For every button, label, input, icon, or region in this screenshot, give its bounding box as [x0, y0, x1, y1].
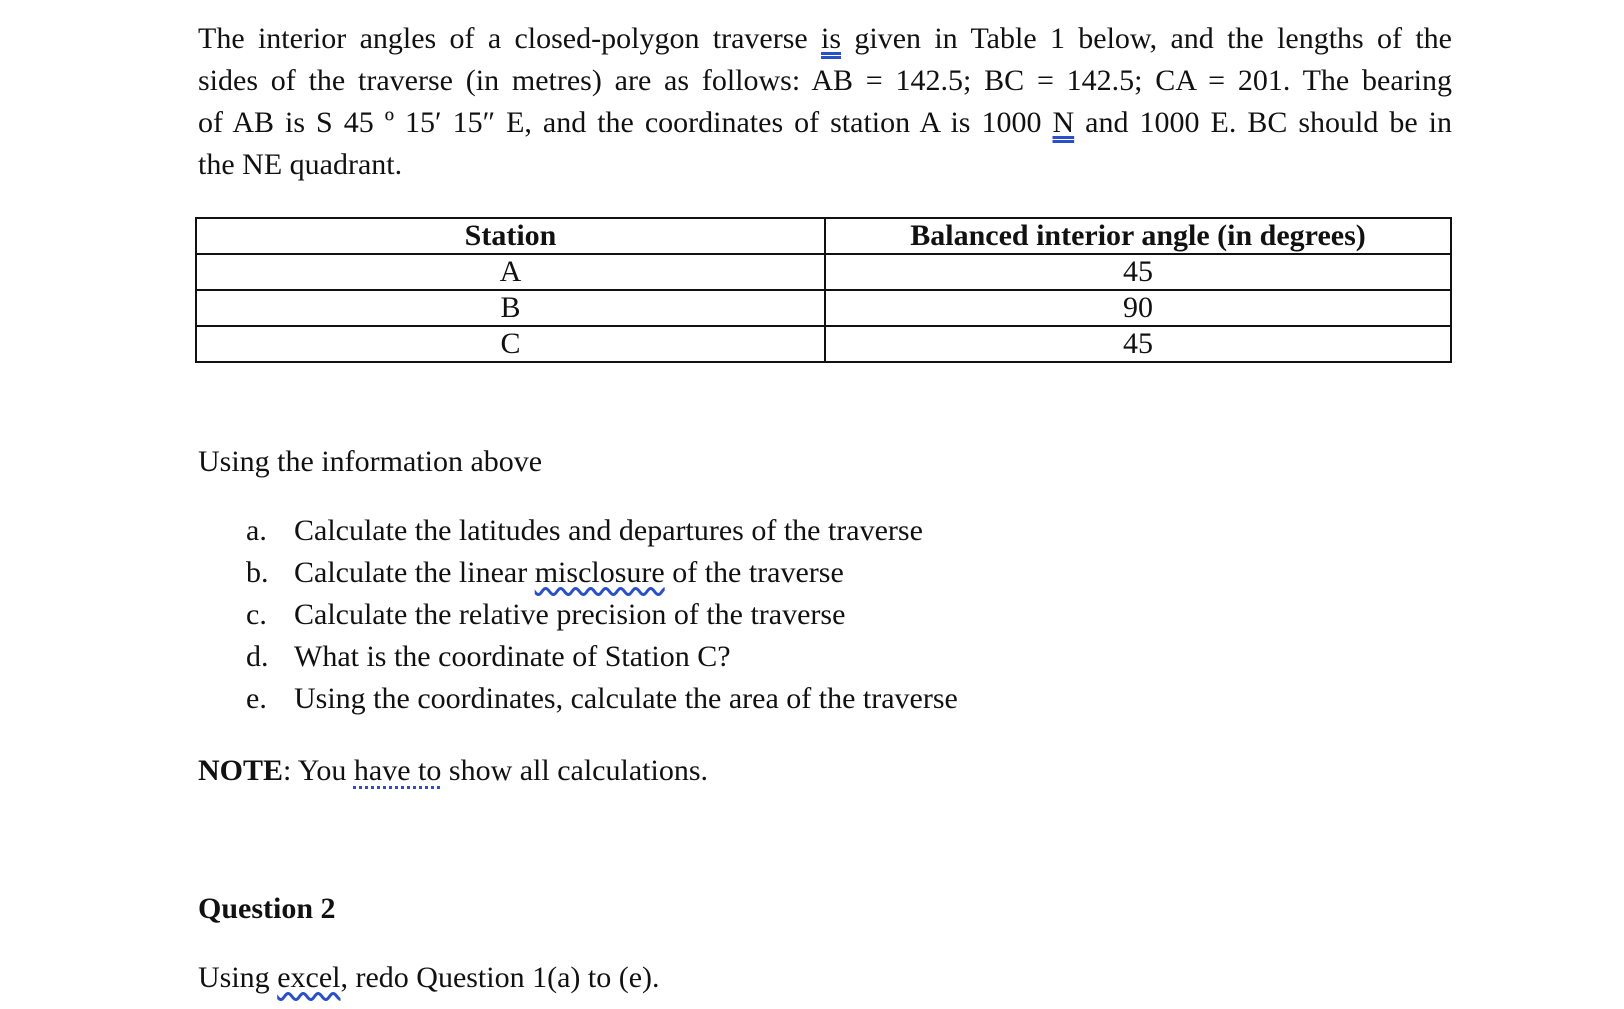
station-cell: A: [196, 254, 825, 290]
list-marker: b.: [246, 556, 269, 589]
angle-cell: 90: [825, 290, 1451, 326]
q2-text-start: Using: [198, 961, 278, 994]
list-marker: e.: [246, 682, 267, 715]
note-label: NOTE: [198, 754, 284, 787]
intro-line-1: [198, 18, 1452, 60]
intro-line-2: sides of the traverse (in metres) are as follows: AB = 142.5; BC = 142.5; CA = 201. The bearing: [198, 64, 1452, 97]
question-2-text: [198, 957, 660, 999]
list-marker: a.: [246, 514, 267, 547]
grammar-flag-n[interactable]: N: [1052, 106, 1075, 139]
question-2-heading: Question 2: [198, 892, 336, 925]
list-marker: d.: [246, 640, 269, 673]
angle-cell: 45: [825, 254, 1451, 290]
question-text: What is the coordinate of Station C?: [294, 640, 731, 673]
table-header-row: [196, 218, 1451, 254]
intro-line-4: the NE quadrant.: [198, 148, 403, 181]
table-row: [196, 290, 1451, 326]
intro-line-3-end: and 1000 E. BC should be in: [1074, 106, 1452, 139]
angle-cell: 45: [825, 326, 1451, 362]
q2-text-end: , redo Question 1(a) to (e).: [340, 961, 660, 994]
question-list: [198, 510, 958, 720]
station-cell: B: [196, 290, 825, 326]
table-row: [196, 326, 1451, 362]
list-item: [198, 552, 958, 594]
question-text: Calculate the relative precision of the traverse: [294, 598, 846, 631]
question-text-start: Calculate the linear: [294, 556, 535, 589]
intro-line-1-start: The interior angles of a closed-polygon traverse: [198, 22, 822, 55]
question-text-end: of the traverse: [664, 556, 844, 589]
list-marker: c.: [246, 598, 267, 631]
intro-line-3: [198, 102, 1452, 144]
header-station: Station: [196, 218, 825, 254]
question-text: Using the coordinates, calculate the area of the traverse: [294, 682, 958, 715]
spelling-flag-misclosure[interactable]: misclosure: [534, 556, 665, 589]
grammar-flag-is[interactable]: is: [821, 22, 842, 55]
question-text: Calculate the latitudes and departures of the traverse: [294, 514, 923, 547]
intro-line-1-end: given in Table 1 below, and the lengths of the: [841, 22, 1453, 55]
list-item: [198, 636, 958, 678]
interior-angles-table: [195, 217, 1452, 363]
note-text-start: : You: [283, 754, 354, 787]
list-item: [198, 510, 958, 552]
note-text-end: show all calculations.: [441, 754, 708, 787]
intro-paragraph: [198, 18, 1452, 186]
using-info-text: Using the information above: [198, 445, 543, 478]
grammar-flag-have-to[interactable]: have to: [353, 754, 442, 787]
station-cell: C: [196, 326, 825, 362]
intro-line-3-start: of AB is S 45 º 15′ 15″ E, and the coordinates of station A is 1000: [198, 106, 1053, 139]
list-item: [198, 594, 958, 636]
header-balanced-angle: Balanced interior angle (in degrees): [825, 218, 1451, 254]
list-item: [198, 678, 958, 720]
table-row: [196, 254, 1451, 290]
spelling-flag-excel[interactable]: excel: [277, 961, 341, 994]
note-line: [198, 750, 708, 792]
